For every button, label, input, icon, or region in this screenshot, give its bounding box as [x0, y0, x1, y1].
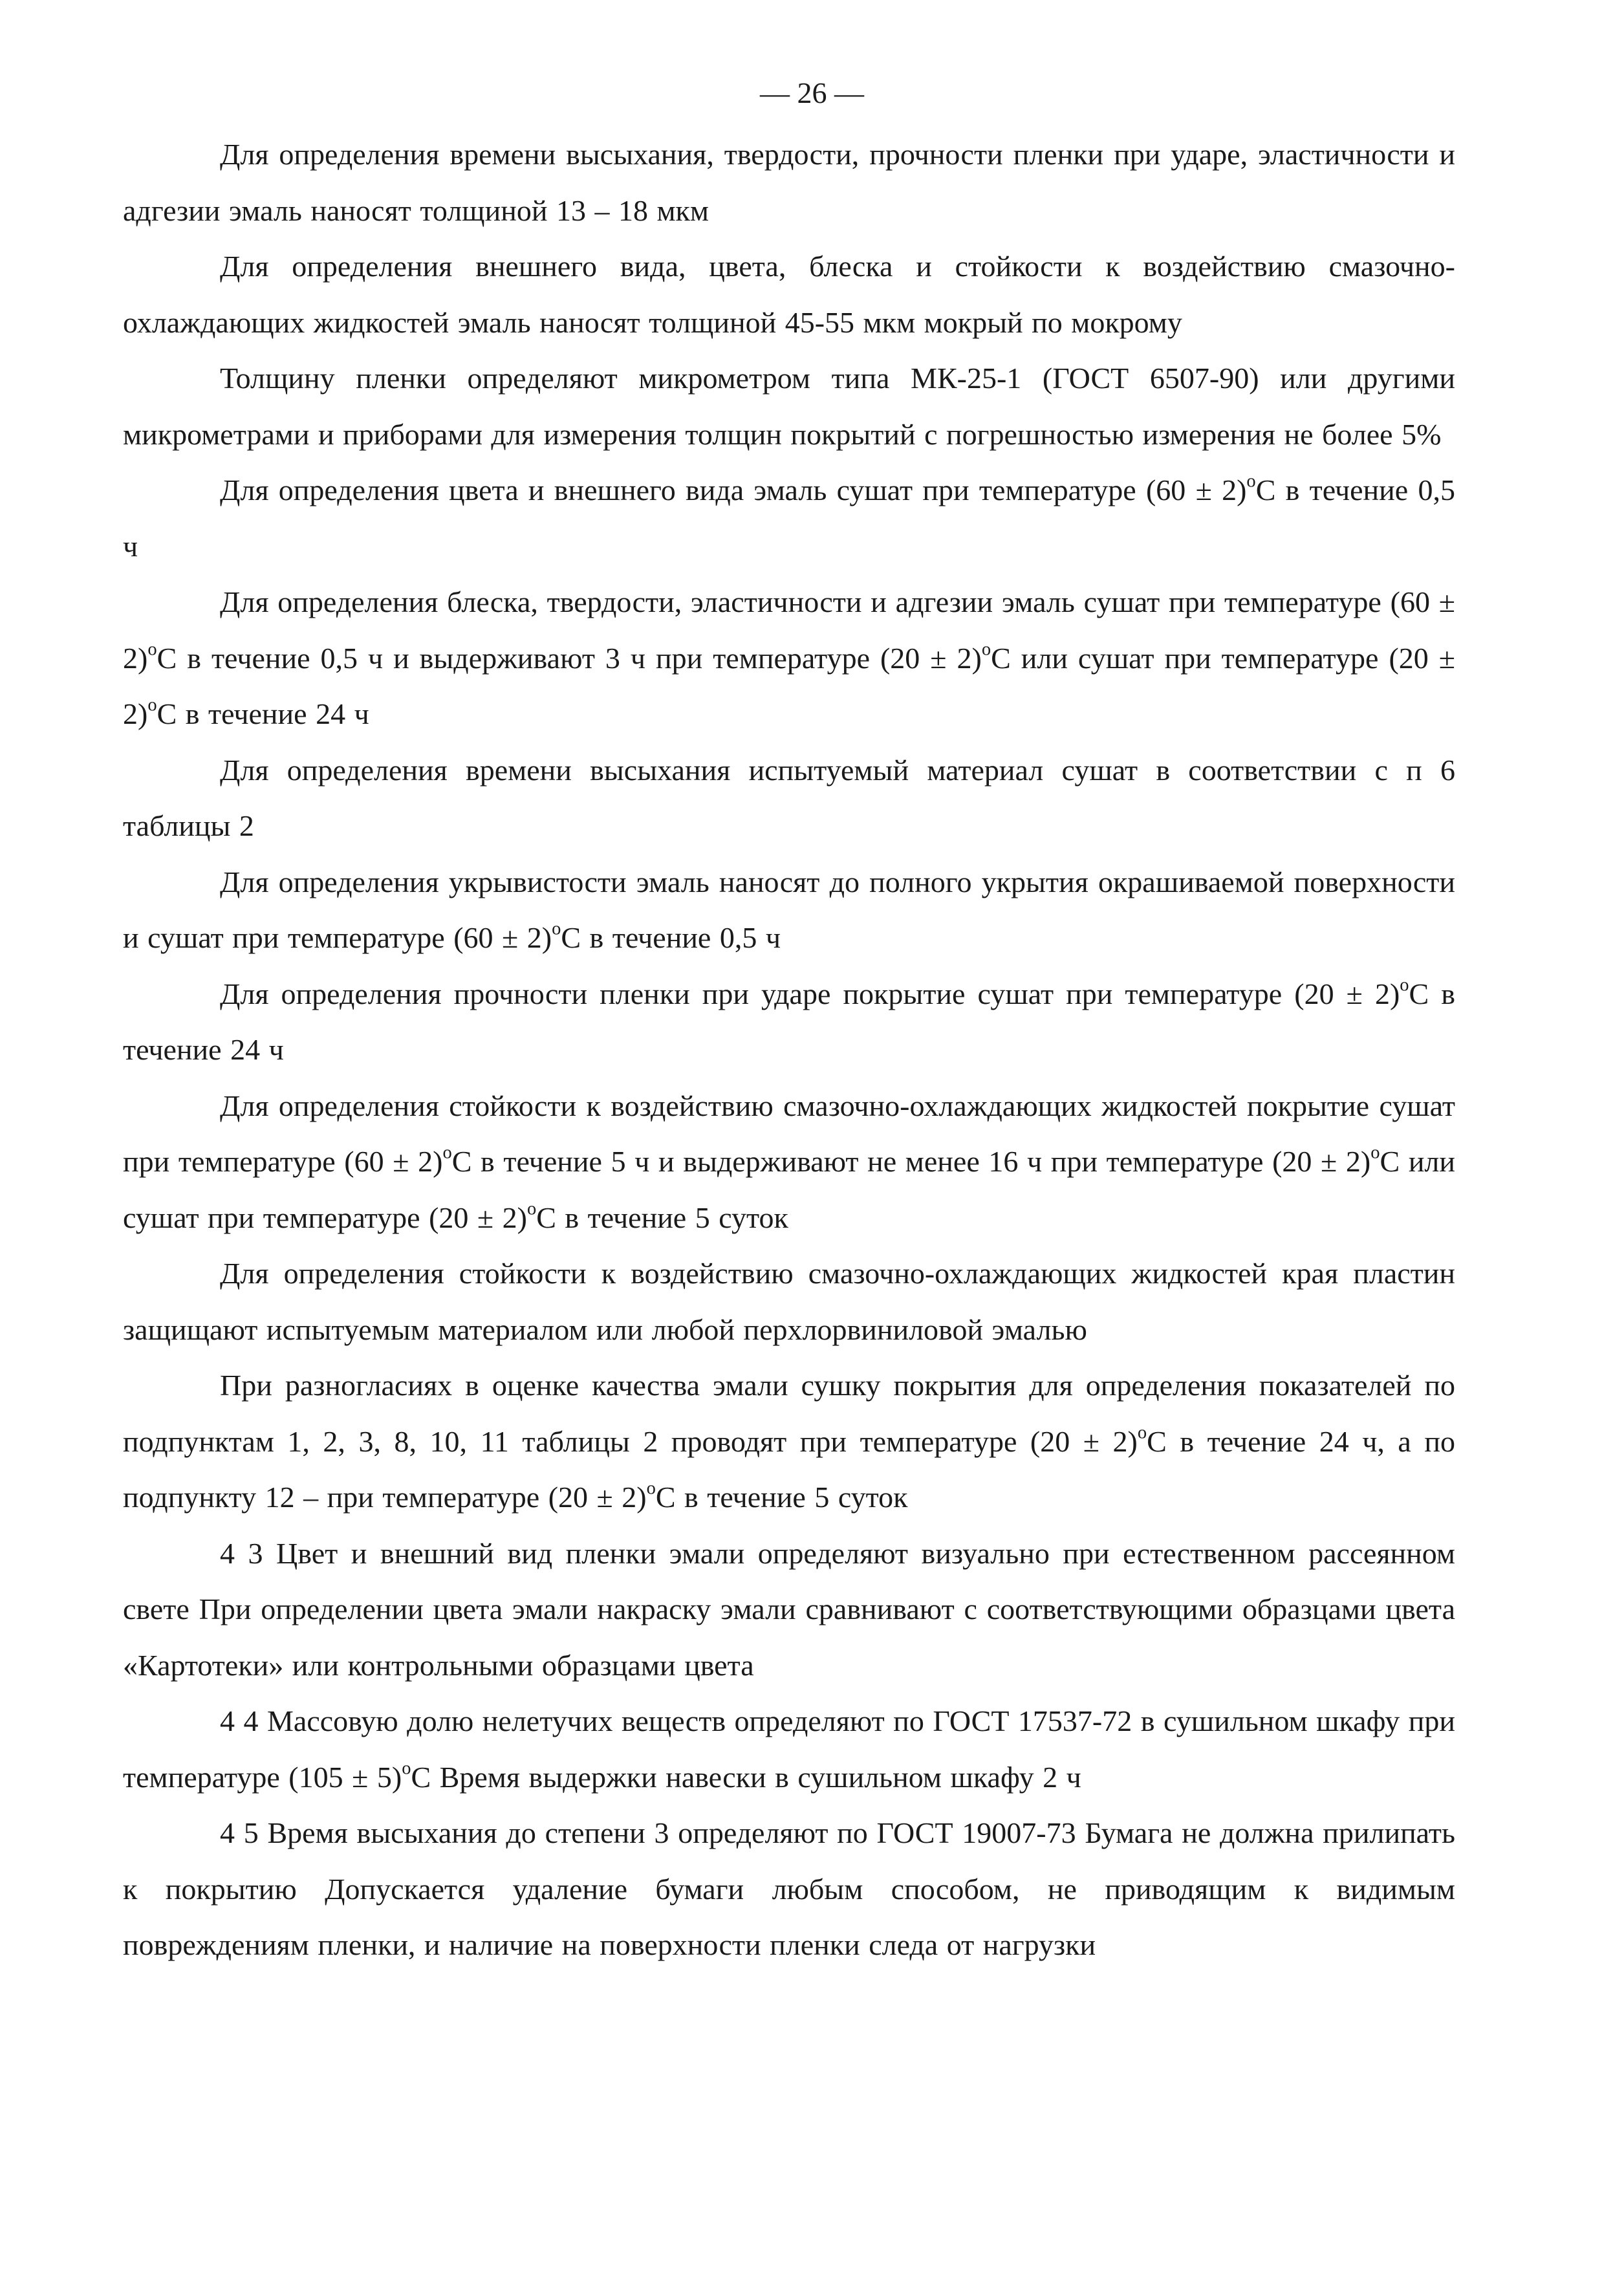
paragraph-drying-time: Для определения времени высыхания испытуемый материал сушат в соответствии с п 6 таблицы 2 [123, 753, 1455, 842]
paragraph-drying-color: Для определения цвета и внешнего вида эмаль сушат при температуре $(60 \pm 2)^oС$ в течение 0,5 ч [123, 471, 1455, 563]
paragraph-coolant-resistance-drying: Для определения стойкости к воздействию смазочно-охлаждающих жидкостей покрытие сушат при температуре $(60 \pm 2)^oС$ в течение 5 ч и выдерживают не менее 16 ч при температуре $(20 \pm 2)^oС$ или сушат при температуре $(20 \pm 2)^oС$ в течение 5 суток [123, 1089, 1456, 1234]
page-number: — 26 — [760, 76, 864, 109]
paragraph-micrometer: Толщину пленки определяют микрометром типа МК-25-1 (ГОСТ 6507-90) или другими микрометрами и приборами для измерения толщин покрытий с погрешностью измерения не более 5% [123, 362, 1455, 451]
paragraph-coolant-resistance-edges: Для определения стойкости к воздействию смазочно-охлаждающих жидкостей края пластин защищают испытуемым материалом или любой перхлорвиниловой эмалью [123, 1257, 1455, 1346]
paragraph-clause-4-3: 4 3 Цвет и внешний вид пленки эмали определяют визуально при естественном рассеянном свете При определении цвета эмали накраску эмали сравнивают с соответствующими образцами цвета «Картотеки» или контрольными образцами цвета [123, 1536, 1455, 1682]
paragraph-hiding-power: Для определения укрывистости эмаль наносят до полного укрытия окрашиваемой поверхности и сушат при температуре $(60 \pm 2)^oС$ в течение 0,5 ч [123, 865, 1455, 954]
paragraph-drying-gloss: Для определения блеска, твердости, эластичности и адгезии эмаль сушат при температуре $(60 \pm 2)^oС$ в течение 0,5 ч и выдерживают 3 ч при температуре $(20 \pm 2)^oС$ или сушат при температуре $(20 \pm 2)^oС$ в течение 24 ч [123, 585, 1455, 730]
paragraph-clause-4-5: 4 5 Время высыхания до степени 3 определяют по ГОСТ 19007-73 Бумага не должна прилипать к покрытию Допускается удаление бумаги любым способом, не приводящим к видимым повреждениям пленки, и наличие на поверхности пленки следа от нагрузки [123, 1816, 1455, 1961]
paragraph-impact-strength: Для определения прочности пленки при ударе покрытие сушат при температуре $(20 \pm 2)^oС$ в течение 24 ч [123, 974, 1456, 1066]
paragraph-film-thickness-drying-hardness: Для определения времени высыхания, твердости, прочности пленки при ударе, эластичности и адгезии эмаль наносят толщиной 13 – 18 мкм [123, 138, 1455, 227]
paragraph-disagreements: При разногласиях в оценке качества эмали сушку покрытия для определения показателей по подпунктам 1, 2, 3, 8, 10, 11 таблицы 2 проводят при температуре $(20 \pm 2)^oС$ в течение 24 ч, а по подпункту 12 – при температуре $(20 \pm 2)^oС$ в течение 5 суток [123, 1369, 1455, 1514]
paragraph-clause-4-4: 4 4 Массовую долю нелетучих веществ определяют по ГОСТ 17537-72 в сушильном шкафу при температуре $(105 \pm 5)^oС$ Время выдержки навески в сушильном шкафу 2 ч [123, 1704, 1455, 1794]
body-text [123, 127, 1455, 1973]
paragraph-film-thickness-appearance: Для определения внешнего вида, цвета, блеска и стойкости к воздействию смазочно-охлаждающих жидкостей эмаль наносят толщиной 45-55 мкм мокрый по мокрому [123, 250, 1455, 339]
